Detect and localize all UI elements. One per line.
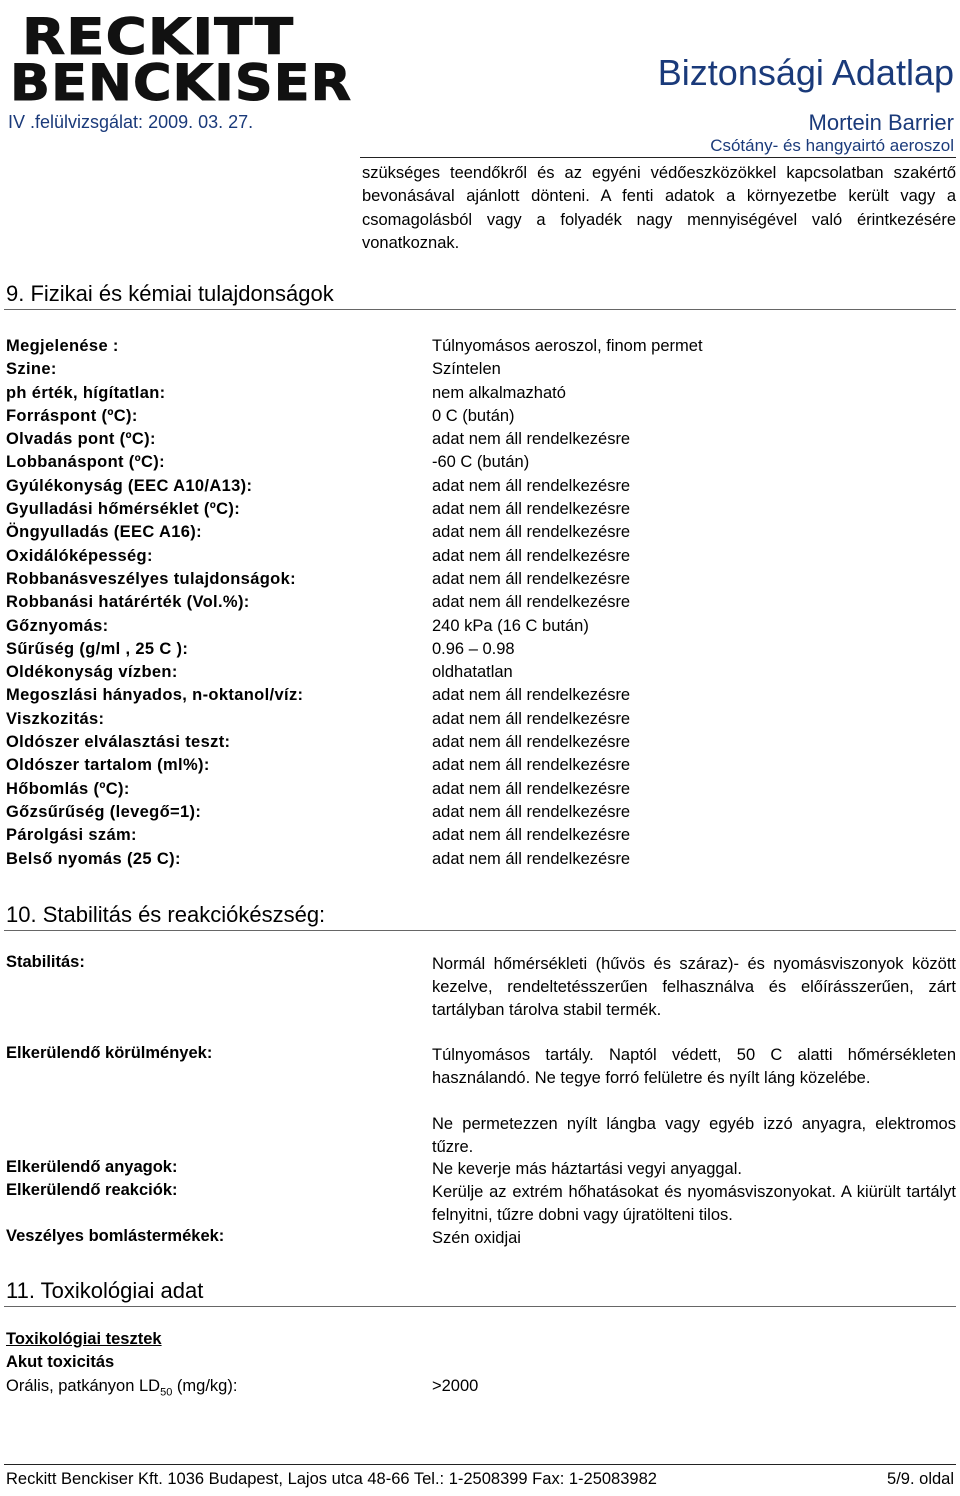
footer-divider bbox=[4, 1464, 956, 1465]
property-row bbox=[6, 591, 956, 614]
property-row bbox=[6, 428, 956, 451]
property-row bbox=[6, 615, 956, 638]
property-value: adat nem áll rendelkezésre bbox=[432, 593, 631, 612]
materials-label: Elkerülendő anyagok: bbox=[6, 1158, 178, 1176]
reactions-text: Kerülje az extrém hőhatásokat és nyomásviszonyokat. A kiürült tartályt felnyitni, tűzre dobni vagy újratölteni tilos. bbox=[432, 1183, 956, 1224]
oral-ld50-label bbox=[6, 1377, 237, 1398]
product-subtitle: Csótány- és hangyairtó aeroszol bbox=[710, 136, 954, 155]
oral-subscript: 50 bbox=[160, 1386, 173, 1399]
property-label: Hőbomlás (ºC): bbox=[6, 779, 130, 798]
property-label: Sűrűség (g/ml , 25 C ): bbox=[6, 639, 189, 658]
property-row bbox=[6, 684, 956, 707]
property-label: Öngyulladás (EEC A16): bbox=[6, 523, 202, 542]
conditions-text-2: Ne permetezzen nyílt lángba vagy egyéb izzó anyagra, elektromos tűzre. bbox=[432, 1115, 956, 1156]
document-title: Biztonsági Adatlap bbox=[657, 52, 954, 93]
property-value: adat nem áll rendelkezésre bbox=[432, 430, 631, 449]
continued-paragraph: szükséges teendőkről és az egyéni védőeszközökkel kapcsolatban szakértő bevonásával ajánlott dönteni. A fenti adatok a környezetbe került vagy a csomagolásból vagy a folyadék nagy mennyiségével való érintkezésére vonatkoznak. bbox=[362, 164, 956, 253]
property-value: adat nem áll rendelkezésre bbox=[432, 779, 631, 798]
property-value: oldhatatlan bbox=[432, 663, 513, 682]
section-9-title: 9. Fizikai és kémiai tulajdonságok bbox=[6, 281, 334, 306]
property-value: adat nem áll rendelkezésre bbox=[432, 686, 631, 705]
stability-text: Normál hőmérsékleti (hűvös és száraz)- és nyomásviszonyok között kezelve, rendeltetésszerűen felhasználva és előírásszerűen, zárt tartályban tárolva stabil termék. bbox=[432, 955, 956, 1019]
property-value: adat nem áll rendelkezésre bbox=[432, 733, 631, 752]
tox-tests-heading: Toxikológiai tesztek bbox=[6, 1330, 162, 1348]
property-value: adat nem áll rendelkezésre bbox=[432, 569, 631, 588]
property-value: adat nem áll rendelkezésre bbox=[432, 849, 631, 868]
property-value: adat nem áll rendelkezésre bbox=[432, 709, 631, 728]
property-label: Robbanási határérték (Vol.%): bbox=[6, 593, 250, 612]
property-label: ph érték, hígítatlan: bbox=[6, 383, 166, 402]
property-label: Oxidálóképesség: bbox=[6, 546, 153, 565]
property-row bbox=[6, 638, 956, 661]
section-10-title: 10. Stabilitás és reakciókészség: bbox=[6, 902, 326, 927]
property-label: Megjelenése : bbox=[6, 337, 119, 355]
footer-page-number: 5/9. oldal bbox=[887, 1470, 954, 1488]
property-label: Gőzsűrűség (levegő=1): bbox=[6, 802, 202, 821]
property-label: Oldékonyság vízben: bbox=[6, 663, 178, 682]
property-label: Oldószer elválasztási teszt: bbox=[6, 733, 231, 752]
property-value: 0 C (bután) bbox=[432, 406, 515, 425]
property-row bbox=[6, 778, 956, 801]
property-label: Oldószer tartalom (ml%): bbox=[6, 756, 210, 775]
property-row bbox=[6, 475, 956, 498]
decomposition-label: Veszélyes bomlástermékek: bbox=[6, 1227, 225, 1245]
oral-label: Orális, patkányon LD bbox=[6, 1377, 161, 1395]
property-label: Gőznyomás: bbox=[6, 616, 109, 635]
acute-toxicity-label: Akut toxicitás bbox=[6, 1353, 115, 1371]
property-row bbox=[6, 405, 956, 428]
stability-block bbox=[6, 953, 956, 1253]
property-value: 240 kPa (16 C bután) bbox=[432, 616, 589, 635]
property-value: nem alkalmazható bbox=[432, 383, 566, 402]
property-row bbox=[6, 382, 956, 405]
property-row bbox=[6, 568, 956, 591]
property-row bbox=[6, 521, 956, 544]
property-label: Párolgási szám: bbox=[6, 826, 137, 845]
property-value: adat nem áll rendelkezésre bbox=[432, 476, 631, 495]
conditions-text-1: Túlnyomásos tartály. Naptól védett, 50 C alatti hőmérsékleten használandó. Ne tegye forró felületre és nyílt láng közelébe. bbox=[432, 1046, 956, 1087]
materials-text: Ne keverje más háztartási vegyi anyaggal. bbox=[432, 1160, 742, 1178]
property-label: Olvadás pont (ºC): bbox=[6, 430, 156, 449]
property-value: adat nem áll rendelkezésre bbox=[432, 756, 631, 775]
revision-info: IV .felülvizsgálat: 2009. 03. 27. bbox=[8, 112, 254, 132]
property-value: -60 C (bután) bbox=[432, 453, 530, 472]
property-value: Színtelen bbox=[432, 360, 501, 379]
property-row bbox=[6, 335, 956, 358]
property-value: adat nem áll rendelkezésre bbox=[432, 802, 631, 821]
property-row bbox=[6, 801, 956, 824]
property-row bbox=[6, 358, 956, 381]
property-value: Túlnyomásos aeroszol, finom permet bbox=[432, 337, 703, 355]
property-label: Gyúlékonyság (EEC A10/A13): bbox=[6, 476, 253, 495]
property-row bbox=[6, 451, 956, 474]
property-label: Szine: bbox=[6, 360, 57, 379]
property-label: Megoszlási hányados, n-oktanol/víz: bbox=[6, 686, 304, 705]
oral-unit: (mg/kg): bbox=[172, 1377, 238, 1395]
property-row bbox=[6, 708, 956, 731]
footer-company: Reckitt Benckiser Kft. 1036 Budapest, Lajos utca 48-66 Tel.: 1-2508399 Fax: 1-25083982 bbox=[6, 1470, 657, 1488]
stability-label: Stabilitás: bbox=[6, 953, 85, 971]
section-11-divider bbox=[4, 1306, 956, 1307]
section-9-divider bbox=[4, 309, 956, 310]
oral-ld50-value: >2000 bbox=[432, 1377, 479, 1395]
conditions-label: Elkerülendő körülmények: bbox=[6, 1044, 213, 1062]
property-row bbox=[6, 754, 956, 777]
company-logo bbox=[10, 8, 353, 112]
property-row bbox=[6, 661, 956, 684]
property-value: 0.96 – 0.98 bbox=[432, 639, 515, 658]
property-value: adat nem áll rendelkezésre bbox=[432, 826, 631, 845]
property-value: adat nem áll rendelkezésre bbox=[432, 546, 631, 565]
property-row bbox=[6, 545, 956, 568]
property-label: Viszkozitás: bbox=[6, 709, 105, 728]
property-value: adat nem áll rendelkezésre bbox=[432, 500, 631, 519]
logo-line1: RECKITT bbox=[22, 8, 295, 66]
logo-line2: BENCKISER bbox=[10, 54, 353, 112]
property-label: Lobbanáspont (ºC): bbox=[6, 453, 165, 472]
section-10-divider bbox=[4, 930, 956, 931]
section-11-title: 11. Toxikológiai adat bbox=[6, 1278, 204, 1303]
property-label: Gyulladási hőmérséklet (ºC): bbox=[6, 500, 241, 519]
property-label: Forráspont (ºC): bbox=[6, 406, 138, 425]
property-row bbox=[6, 731, 956, 754]
property-row bbox=[6, 498, 956, 521]
decomposition-text: Szén oxidjai bbox=[432, 1229, 521, 1247]
reactions-label: Elkerülendő reakciók: bbox=[6, 1181, 178, 1199]
property-label: Belső nyomás (25 C): bbox=[6, 849, 181, 868]
properties-table bbox=[6, 335, 956, 871]
footer bbox=[6, 1470, 954, 1489]
product-name: Mortein Barrier bbox=[808, 110, 954, 135]
header-divider bbox=[360, 157, 956, 158]
property-row bbox=[6, 824, 956, 847]
property-label: Robbanásveszélyes tulajdonságok: bbox=[6, 569, 296, 588]
property-value: adat nem áll rendelkezésre bbox=[432, 523, 631, 542]
property-row bbox=[6, 848, 956, 871]
